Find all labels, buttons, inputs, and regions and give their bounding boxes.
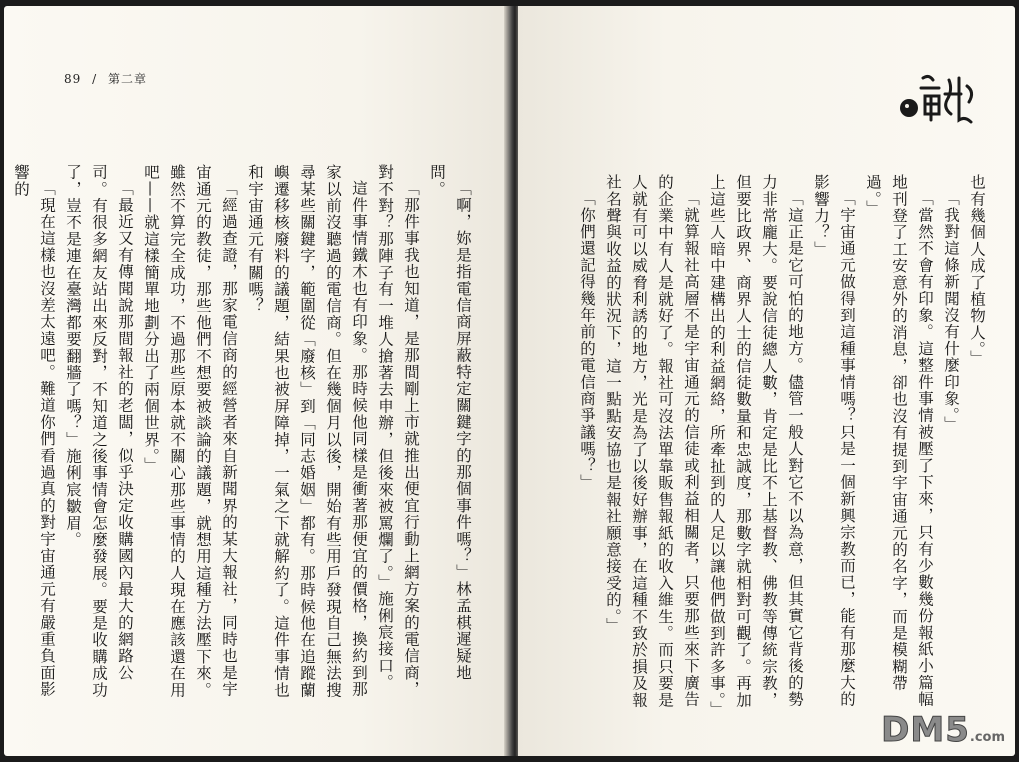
right-page-body (578, 174, 990, 718)
series-logo-icon (887, 68, 987, 130)
paragraph: 「當然不會有印象。這整件事情被壓了下來，只有少數幾份報紙小篇幅地刊登了工安意外的消息，卻也沒有提到宇宙通元的名字，而是模糊帶過。」 (864, 174, 934, 708)
paragraph: 「現在這樣也沒差太遠吧。難道你們看過真的對宇宙通元有嚴重負面影響的 (12, 164, 56, 698)
page-number: 89 (64, 72, 82, 86)
paragraph: 「那件事我也知道，是那間剛上市就推出便宜行動上網方案的電信商，對不對？那陣子有一堆人搶著去申辦，但後來被罵爛了。」施俐宸接口。 (376, 164, 420, 698)
paragraph: 這件事情鐵木也有印象。那時候他同樣是衝著那便宜的價格，換約到那家以前沒聽過的電信商。但在幾個月以後，開始有些用戶發現自己無法搜尋某些關鍵字，範圍從「廢核」到「同志婚姻」都有。那時候他在追蹤蘭嶼遷移核廢料的議題，結果也被屏障掉，一氣之下就解約了。這件事情也和宇宙通元有關嗎？ (246, 164, 368, 699)
book-spread (4, 6, 1015, 756)
watermark-text: DM5 (881, 710, 970, 750)
running-header (64, 70, 147, 87)
paragraph: 「你們還記得幾年前的電信商爭議嗎？」 (578, 189, 596, 491)
paragraph: 「經過查證，那家電信商的經營者來自新聞界的某大報社，同時也是宇宙通元的教徒，那些他們不想要被談論的議題，就想用這種方法壓下來。雖然不算完全成功，不過那些原本就不關心那些事情的人現在應該還在用吧——就這樣簡單地劃分出了兩個世界。」 (142, 164, 238, 699)
left-page (4, 6, 510, 756)
paragraph: 「宇宙通元做得到這種事情嗎？只是一個新興宗教而已，能有那麼大的影響力？」 (812, 174, 856, 708)
paragraph: 「這正是它可怕的地方。儘管一般人對它不以為意，但其實它背後的勢力非常龐大。要說信徒總人數，肯定是比不上基督教、佛教等傳統宗教，但要比政界、商界人士的信徒數量和忠誠度，那數字就相對可觀了。再加上這些人暗中建構出的利益網絡，所牽扯到的人足以讓他們做到許多事。」 (708, 174, 804, 718)
paragraph: 也有幾個人成了植物人。」 (968, 174, 986, 367)
paragraph: 「我對這條新聞沒有什麼印象。」 (942, 189, 960, 433)
paragraph: 「就算報社高層不是宇宙通元的信徒或利益相關者，只要那些來下廣告的企業中有人是就好了。報社可沒法單靠販售報紙的收入維生。而只要是人就有可以威脅利誘的地方，光是為了以後好辦事，在這種不致於損及報社名聲與收益的狀況下，這一點點安協也是報社願意接受的。」 (604, 174, 700, 709)
chapter-title: 第二章 (107, 72, 147, 86)
paragraph: 「最近又有傳聞說那間報社的老闆，似乎決定收購國內最大的網路公司。有很多網友站出來反對，不知道之後事情會怎麼發展。要是收購成功了，豈不是連在臺灣都要翻牆了嗎？」施俐宸皺眉。 (64, 164, 134, 699)
paragraph: 「啊，妳是指電信商屏蔽特定關鍵字的那個事件嗎？」林孟棋遲疑地問。 (428, 164, 472, 681)
left-page-body (12, 164, 476, 704)
header-separator: / (92, 72, 98, 86)
site-watermark (881, 710, 1005, 750)
right-page (518, 6, 1015, 756)
watermark-suffix: .com (969, 730, 1005, 745)
